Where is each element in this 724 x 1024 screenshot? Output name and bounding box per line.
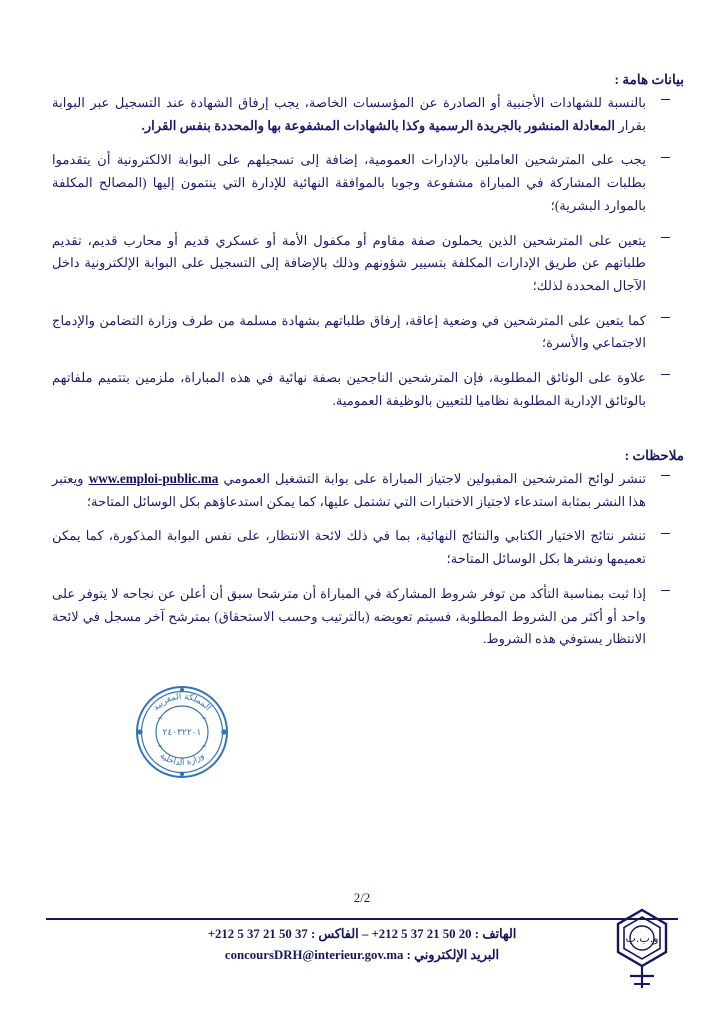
footer-contacts (0, 924, 724, 966)
footer-divider (46, 918, 678, 920)
svg-text:وزارة الداخلية: وزارة الداخلية (157, 750, 207, 769)
bullet-dash-icon (661, 374, 670, 375)
emploi-public-link[interactable]: www.emploi-public.ma (88, 471, 219, 486)
bullet-dash-icon (661, 475, 670, 476)
list-item (52, 367, 672, 412)
list-item (52, 468, 672, 513)
svg-text:٢٤٠٣٢٢٠١: ٢٤٠٣٢٢٠١ (162, 728, 202, 738)
list-item-text: علاوة على الوثائق المطلوبة، فإن المترشحين الناجحين بصفة نهائية في هذه المباراة، ملزمين بتتميم ملفاتهم بالوثائق الإدارية المطلوبة نظاميا للتعيين بالوظيفة العمومية. (52, 370, 646, 408)
list-item-text: يتعين على المترشحين الذين يحملون صفة مقاوم أو مكفول الأمة أو عسكري قديم أو محارب قديم، تقديم طلباتهم عن طريق الإدارات المكلفة بتسيير شؤونهم وذلك بالإضافة إلى التسجيل على البوابة الإلكترونية داخل الآجال المحددة لذلك؛ (52, 232, 646, 293)
footer-separator: – (361, 927, 369, 941)
list-item (52, 149, 672, 217)
fax-number: +212 5 37 21 50 37 (207, 927, 308, 941)
bullet-dash-icon (661, 157, 670, 158)
email-label: البريد الإلكتروني : (406, 948, 500, 963)
fax-label: الفاكس : (310, 927, 359, 941)
list-item (52, 525, 672, 570)
phone-label: الهاتف : (474, 927, 517, 941)
notes-list (52, 468, 672, 651)
list-item-emphasis: المعادلة المنشور بالجريدة الرسمية وكذا بالشهادات المشفوعة بها والمحددة بنفس القرار. (141, 117, 616, 133)
phone-number: +212 5 37 21 50 20 (371, 927, 472, 941)
bullet-dash-icon (661, 317, 670, 318)
footer-phone-line (0, 924, 724, 945)
list-item-text-cont: ويعتبر هذا النشر بمثابة استدعاء لاجتياز الاختبارات التي تشتمل عليها، كما يمكن استدعاؤهم بكل الوسائل المتاحة؛ (52, 471, 646, 509)
footer-email-line (0, 945, 724, 966)
list-item-text: تنشر لوائح المترشحين المقبولين لاجتياز المباراة على بوابة التشغيل العمومي (218, 471, 646, 486)
official-stamp (118, 668, 246, 796)
page-number: 2/2 (353, 890, 371, 905)
list-item-text: بالنسبة للشهادات الأجنبية أو الصادرة عن المؤسسات الخاصة، يجب إرفاق الشهادة عند التسجيل عبر البوابة بقرار (52, 95, 646, 133)
bullet-dash-icon (661, 99, 670, 100)
list-item-text: تنشر نتائج الاختيار الكتابي والنتائج النهائية، بما في ذلك لائحة الانتظار، على نفس البوابة المذكورة، كما يمكن تعميمها ونشرها بكل الوسائل المتاحة؛ (52, 528, 646, 567)
list-item-text: يجب على المترشحين العاملين بالإدارات العمومية، إضافة إلى تسجيلهم على البوابة الالكترونية أن يتقدموا بطلبات المشاركة في المباراة مشفوعة وجوبا بالموافقة النهائية للإدارة التي ينتمون إليها (المصالح المكلفة بالموارد البشرية)؛ (52, 152, 646, 213)
section-heading-important: بيانات هامة : (614, 72, 684, 87)
list-item (52, 92, 672, 137)
email-address[interactable]: concoursDRH@interieur.gov.ma (224, 948, 404, 963)
list-item-text: إذا ثبت بمناسبة التأكد من توفر شروط المشاركة في المباراة أن مترشحا سبق أن أعلن عن نجاحه لا يتوفر على واحد أو أكثر من الشروط المطلوبة، فسيتم تعويضه (بالترتيب وحسب الاستحقاق) بمترشح آخر مسجل في لائحة الانتظار يستوفي هذه الشروط. (52, 585, 646, 647)
list-item (52, 310, 672, 355)
svg-text:و.ب.ب: و.ب.ب (625, 932, 659, 945)
list-item-text: كما يتعين على المترشحين في وضعية إعاقة، إرفاق طلباتهم بشهادة مسلمة من طرف وزارة التضامن والإدماج الاجتماعي والأسرة؛ (52, 312, 646, 351)
list-item (52, 230, 672, 298)
section-heading-notes: ملاحظات : (624, 448, 684, 463)
svg-text:المملكة المغربية: المملكة المغربية (151, 691, 213, 713)
list-item (52, 583, 672, 651)
bullet-dash-icon (661, 237, 670, 238)
bullet-dash-icon (661, 590, 670, 591)
important-list (52, 92, 672, 412)
page-footer (0, 890, 724, 1010)
bullet-dash-icon (661, 533, 670, 534)
